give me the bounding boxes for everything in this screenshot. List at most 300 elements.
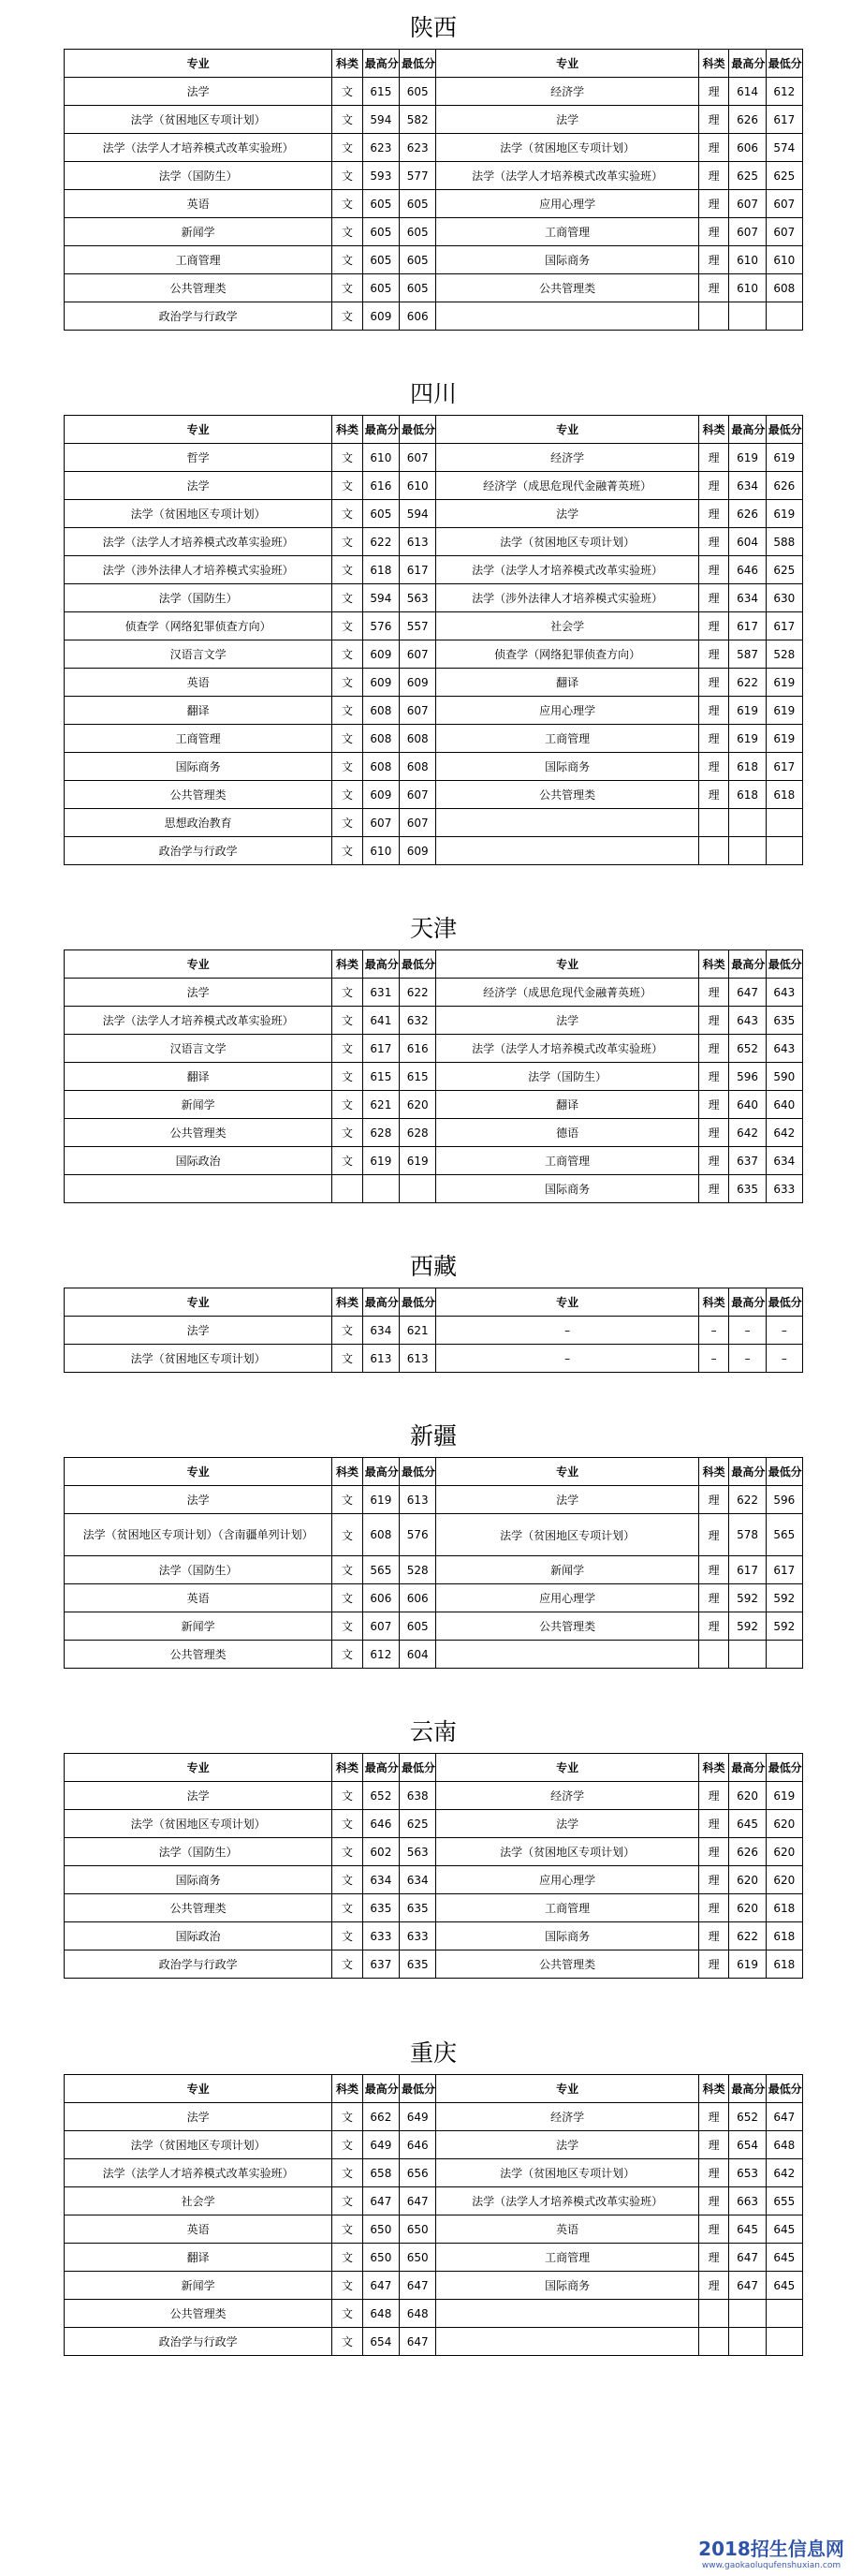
- table-cell: 613: [400, 528, 436, 556]
- table-cell: 文: [332, 556, 363, 584]
- table-cell: [436, 809, 699, 837]
- table-cell: 文: [332, 302, 363, 331]
- table-cell: 经济学: [436, 78, 699, 106]
- table-cell: –: [698, 1317, 729, 1345]
- table-cell: 文: [332, 612, 363, 640]
- table-row: [65, 1514, 803, 1556]
- score-table: [64, 415, 803, 865]
- table-cell: 社会学: [436, 612, 699, 640]
- column-header: 最低分: [400, 50, 436, 78]
- table-cell: 国际商务: [436, 753, 699, 781]
- table-cell: 652: [729, 2103, 766, 2131]
- table-cell: 国际商务: [436, 1175, 699, 1203]
- table-cell: 理: [698, 500, 729, 528]
- column-header: 科类: [332, 50, 363, 78]
- table-row: [65, 2131, 803, 2159]
- table-cell: 国际政治: [65, 1922, 332, 1950]
- table-cell: 理: [698, 1147, 729, 1175]
- table-cell: 法学（国防生）: [436, 1063, 699, 1091]
- table-cell: 645: [766, 2244, 802, 2272]
- table-cell: 理: [698, 1866, 729, 1894]
- table-cell: 608: [766, 274, 802, 302]
- table-row: [65, 1035, 803, 1063]
- table-cell: 615: [400, 1063, 436, 1091]
- table-cell: 607: [729, 218, 766, 246]
- table-row: [65, 1175, 803, 1203]
- table-cell: 侦查学（网络犯罪侦查方向）: [65, 612, 332, 640]
- table-cell: 文: [332, 1894, 363, 1922]
- table-cell: 法学: [65, 2103, 332, 2131]
- table-cell: 法学: [65, 979, 332, 1007]
- column-header: 最低分: [766, 416, 802, 444]
- table-cell: 公共管理类: [65, 274, 332, 302]
- table-cell: 619: [766, 500, 802, 528]
- column-header: 科类: [698, 1754, 729, 1782]
- province-title: 云南: [409, 1718, 457, 1745]
- table-cell: 609: [400, 669, 436, 697]
- table-cell: 593: [362, 162, 399, 190]
- table-cell: 620: [729, 1866, 766, 1894]
- table-cell: 620: [766, 1838, 802, 1866]
- table-cell: 609: [362, 669, 399, 697]
- table-cell: 文: [332, 218, 363, 246]
- table-cell: 英语: [65, 2215, 332, 2244]
- table-cell: 616: [362, 472, 399, 500]
- column-header: 科类: [332, 1458, 363, 1486]
- table-cell: 652: [729, 1035, 766, 1063]
- table-cell: 文: [332, 78, 363, 106]
- table-cell: 607: [362, 809, 399, 837]
- table-cell: 613: [400, 1345, 436, 1373]
- table-row: [65, 2187, 803, 2215]
- column-header: 最高分: [729, 1458, 766, 1486]
- table-cell: 617: [766, 1556, 802, 1584]
- table-cell: [698, 1641, 729, 1669]
- table-cell: 615: [362, 1063, 399, 1091]
- column-header: 最低分: [766, 1754, 802, 1782]
- column-header: 最低分: [766, 2075, 802, 2103]
- table-cell: 625: [729, 162, 766, 190]
- table-cell: 587: [729, 640, 766, 669]
- province-title: 重庆: [409, 2039, 457, 2067]
- table-cell: 文: [332, 1782, 363, 1810]
- table-cell: 594: [400, 500, 436, 528]
- column-header: 专业: [436, 950, 699, 979]
- score-table: [64, 1753, 803, 1979]
- table-cell: 理: [698, 1922, 729, 1950]
- table-cell: 文: [332, 106, 363, 134]
- table-cell: 608: [362, 697, 399, 725]
- score-table: [64, 1288, 803, 1373]
- table-cell: 法学（贫困地区专项计划）: [436, 134, 699, 162]
- table-cell: 647: [766, 2103, 802, 2131]
- table-cell: 新闻学: [65, 2272, 332, 2300]
- table-cell: 文: [332, 1486, 363, 1514]
- table-cell: 619: [362, 1147, 399, 1175]
- column-header: 科类: [332, 1754, 363, 1782]
- column-header: 最高分: [362, 2075, 399, 2103]
- table-row: [65, 1147, 803, 1175]
- column-header: 科类: [698, 950, 729, 979]
- table-cell: 609: [362, 781, 399, 809]
- province-title: 西藏: [409, 1253, 457, 1280]
- table-cell: 文: [332, 246, 363, 274]
- table-cell: 618: [729, 781, 766, 809]
- table-cell: 650: [362, 2244, 399, 2272]
- table-cell: 610: [400, 472, 436, 500]
- table-cell: 640: [729, 1091, 766, 1119]
- table-cell: [766, 2328, 802, 2356]
- table-cell: [766, 2300, 802, 2328]
- table-cell: 655: [766, 2187, 802, 2215]
- table-cell: 理: [698, 190, 729, 218]
- column-header: 专业: [65, 1754, 332, 1782]
- table-row: [65, 500, 803, 528]
- table-cell: 634: [362, 1317, 399, 1345]
- column-header: 最低分: [766, 1458, 802, 1486]
- table-cell: 631: [362, 979, 399, 1007]
- table-cell: 法学（国防生）: [65, 1838, 332, 1866]
- column-header: 专业: [436, 50, 699, 78]
- table-cell: 文: [332, 1950, 363, 1979]
- table-cell: –: [436, 1317, 699, 1345]
- table-cell: 643: [766, 979, 802, 1007]
- table-cell: 理: [698, 640, 729, 669]
- province-section: [64, 7, 803, 331]
- table-cell: 理: [698, 274, 729, 302]
- table-row: [65, 584, 803, 612]
- table-cell: 理: [698, 78, 729, 106]
- table-cell: 633: [400, 1922, 436, 1950]
- table-cell: 工商管理: [65, 725, 332, 753]
- table-cell: [436, 2328, 699, 2356]
- table-cell: 法学（贫困地区专项计划）: [65, 2131, 332, 2159]
- table-cell: 理: [698, 725, 729, 753]
- table-row: [65, 1091, 803, 1119]
- table-cell: 理: [698, 1894, 729, 1922]
- table-row: [65, 2300, 803, 2328]
- column-header: 最高分: [362, 416, 399, 444]
- table-cell: 628: [362, 1119, 399, 1147]
- table-row: [65, 837, 803, 865]
- table-cell: 618: [766, 781, 802, 809]
- table-row: [65, 2328, 803, 2356]
- table-cell: 658: [362, 2159, 399, 2187]
- table-cell: 文: [332, 1317, 363, 1345]
- table-cell: 理: [698, 979, 729, 1007]
- score-table: [64, 1457, 803, 1669]
- table-cell: 理: [698, 1950, 729, 1979]
- table-cell: 文: [332, 1514, 363, 1556]
- column-header: 科类: [698, 1458, 729, 1486]
- column-header: 科类: [698, 2075, 729, 2103]
- table-cell: 615: [362, 78, 399, 106]
- table-cell: 634: [729, 472, 766, 500]
- table-cell: 617: [766, 106, 802, 134]
- table-cell: 公共管理类: [65, 1894, 332, 1922]
- table-cell: 英语: [65, 669, 332, 697]
- table-cell: 617: [729, 612, 766, 640]
- table-cell: 理: [698, 1119, 729, 1147]
- table-cell: 606: [400, 302, 436, 331]
- table-cell: 642: [766, 1119, 802, 1147]
- table-cell: 605: [400, 1612, 436, 1641]
- province-section: [64, 1246, 803, 1373]
- table-cell: –: [729, 1345, 766, 1373]
- table-cell: 592: [766, 1584, 802, 1612]
- table-cell: 607: [766, 190, 802, 218]
- table-cell: 应用心理学: [436, 1584, 699, 1612]
- table-cell: 662: [362, 2103, 399, 2131]
- table-cell: 643: [766, 1035, 802, 1063]
- table-cell: 625: [766, 556, 802, 584]
- table-row: [65, 640, 803, 669]
- table-cell: 文: [332, 725, 363, 753]
- table-cell: 文: [332, 472, 363, 500]
- table-cell: 国际商务: [436, 246, 699, 274]
- table-cell: 应用心理学: [436, 1866, 699, 1894]
- table-cell: 经济学: [436, 1782, 699, 1810]
- table-cell: 645: [729, 1810, 766, 1838]
- table-cell: 608: [362, 1514, 399, 1556]
- table-cell: [766, 1641, 802, 1669]
- table-cell: 622: [729, 1922, 766, 1950]
- table-cell: 理: [698, 1612, 729, 1641]
- table-cell: 法学: [65, 1317, 332, 1345]
- table-cell: 法学（法学人才培养模式改革实验班）: [65, 528, 332, 556]
- table-cell: 文: [332, 274, 363, 302]
- table-cell: 翻译: [65, 1063, 332, 1091]
- table-cell: 法学: [436, 2131, 699, 2159]
- table-cell: 理: [698, 1810, 729, 1838]
- table-cell: 理: [698, 1584, 729, 1612]
- table-cell: 理: [698, 556, 729, 584]
- table-cell: 650: [400, 2244, 436, 2272]
- table-cell: 理: [698, 1007, 729, 1035]
- table-cell: 翻译: [436, 669, 699, 697]
- table-cell: 626: [766, 472, 802, 500]
- table-row: [65, 781, 803, 809]
- table-cell: 法学: [65, 1486, 332, 1514]
- table-row: [65, 1641, 803, 1669]
- table-cell: 607: [400, 640, 436, 669]
- table-row: [65, 1486, 803, 1514]
- table-row: [65, 1556, 803, 1584]
- table-cell: 617: [766, 753, 802, 781]
- table-cell: 620: [729, 1782, 766, 1810]
- table-header-row: [65, 2075, 803, 2103]
- table-row: [65, 2272, 803, 2300]
- table-cell: 法学（法学人才培养模式改革实验班）: [436, 2187, 699, 2215]
- table-cell: 国际商务: [436, 1922, 699, 1950]
- table-cell: 文: [332, 781, 363, 809]
- table-row: [65, 190, 803, 218]
- table-row: [65, 1922, 803, 1950]
- table-cell: 文: [332, 669, 363, 697]
- table-cell: 法学（法学人才培养模式改革实验班）: [436, 556, 699, 584]
- watermark-title: 2018招生信息网: [698, 2538, 844, 2560]
- column-header: 最高分: [729, 416, 766, 444]
- table-cell: 621: [400, 1317, 436, 1345]
- table-cell: 文: [332, 640, 363, 669]
- table-cell: [766, 302, 802, 331]
- score-table: [64, 2074, 803, 2356]
- table-cell: 607: [400, 781, 436, 809]
- table-cell: 622: [400, 979, 436, 1007]
- table-cell: 576: [400, 1514, 436, 1556]
- table-cell: 557: [400, 612, 436, 640]
- table-row: [65, 134, 803, 162]
- table-cell: 理: [698, 1175, 729, 1203]
- table-cell: 工商管理: [436, 725, 699, 753]
- table-cell: 623: [400, 134, 436, 162]
- table-cell: 620: [766, 1866, 802, 1894]
- table-cell: 文: [332, 2159, 363, 2187]
- table-cell: 563: [400, 1838, 436, 1866]
- province-section: [64, 1712, 803, 1979]
- table-cell: 617: [729, 1556, 766, 1584]
- table-cell: 文: [332, 1866, 363, 1894]
- table-cell: 635: [400, 1894, 436, 1922]
- table-cell: 617: [362, 1035, 399, 1063]
- table-cell: 610: [729, 274, 766, 302]
- column-header: 专业: [436, 1754, 699, 1782]
- table-cell: 577: [400, 162, 436, 190]
- table-cell: 613: [362, 1345, 399, 1373]
- score-table: [64, 949, 803, 1203]
- column-header: 专业: [65, 950, 332, 979]
- table-cell: 528: [766, 640, 802, 669]
- table-cell: 622: [729, 669, 766, 697]
- table-cell: [65, 1175, 332, 1203]
- column-header: 专业: [65, 1458, 332, 1486]
- table-cell: 政治学与行政学: [65, 302, 332, 331]
- table-cell: 文: [332, 500, 363, 528]
- table-cell: 604: [400, 1641, 436, 1669]
- table-cell: 理: [698, 1556, 729, 1584]
- table-cell: 613: [400, 1486, 436, 1514]
- table-row: [65, 556, 803, 584]
- site-watermark: [696, 2534, 846, 2570]
- table-cell: 文: [332, 444, 363, 472]
- table-cell: 647: [362, 2187, 399, 2215]
- table-cell: 619: [362, 1486, 399, 1514]
- table-cell: 645: [766, 2272, 802, 2300]
- table-row: [65, 274, 803, 302]
- table-cell: 622: [729, 1486, 766, 1514]
- column-header: 科类: [698, 416, 729, 444]
- table-cell: 法学（贫困地区专项计划）: [436, 528, 699, 556]
- table-cell: 637: [729, 1147, 766, 1175]
- table-cell: 647: [400, 2187, 436, 2215]
- table-cell: 634: [400, 1866, 436, 1894]
- table-row: [65, 302, 803, 331]
- table-cell: 文: [332, 1091, 363, 1119]
- column-header: 最低分: [400, 416, 436, 444]
- column-header: 最低分: [766, 50, 802, 78]
- table-cell: 619: [766, 725, 802, 753]
- table-cell: 596: [766, 1486, 802, 1514]
- table-cell: 638: [400, 1782, 436, 1810]
- province-title: 陕西: [409, 14, 457, 41]
- table-cell: 605: [400, 218, 436, 246]
- table-cell: 625: [766, 162, 802, 190]
- table-cell: 574: [766, 134, 802, 162]
- table-cell: 630: [766, 584, 802, 612]
- table-cell: 文: [332, 1838, 363, 1866]
- table-cell: 618: [766, 1922, 802, 1950]
- table-cell: 590: [766, 1063, 802, 1091]
- table-cell: 公共管理类: [436, 1950, 699, 1979]
- table-cell: 582: [400, 106, 436, 134]
- column-header: 最高分: [729, 1754, 766, 1782]
- table-cell: 592: [729, 1584, 766, 1612]
- table-cell: 642: [729, 1119, 766, 1147]
- table-cell: 理: [698, 528, 729, 556]
- table-cell: [400, 1175, 436, 1203]
- table-row: [65, 106, 803, 134]
- table-cell: 法学（贫困地区专项计划）（含南疆单列计划）: [65, 1514, 332, 1556]
- column-header: 科类: [332, 950, 363, 979]
- table-cell: 法学（贫困地区专项计划）: [436, 1838, 699, 1866]
- column-header: 科类: [698, 1288, 729, 1317]
- table-cell: 646: [400, 2131, 436, 2159]
- column-header: 科类: [332, 1288, 363, 1317]
- table-row: [65, 444, 803, 472]
- table-cell: 法学（国防生）: [65, 1556, 332, 1584]
- table-cell: 文: [332, 528, 363, 556]
- table-cell: 648: [766, 2131, 802, 2159]
- table-cell: 理: [698, 1514, 729, 1556]
- table-cell: 619: [766, 444, 802, 472]
- table-cell: 641: [362, 1007, 399, 1035]
- table-cell: 汉语言文学: [65, 1035, 332, 1063]
- table-cell: 文: [332, 1641, 363, 1669]
- table-row: [65, 472, 803, 500]
- table-cell: 新闻学: [436, 1556, 699, 1584]
- watermark-url: www.gaokaoluqufenshuxian.com: [701, 2561, 841, 2570]
- column-header: 科类: [698, 50, 729, 78]
- table-cell: 理: [698, 246, 729, 274]
- table-cell: 647: [400, 2328, 436, 2356]
- table-cell: 656: [400, 2159, 436, 2187]
- column-header: 专业: [436, 416, 699, 444]
- table-cell: 公共管理类: [65, 2300, 332, 2328]
- table-cell: 法学: [436, 106, 699, 134]
- table-cell: [698, 2300, 729, 2328]
- table-cell: 647: [729, 979, 766, 1007]
- table-cell: 616: [400, 1035, 436, 1063]
- table-cell: 文: [332, 1810, 363, 1838]
- column-header: 专业: [436, 1458, 699, 1486]
- table-cell: 文: [332, 2131, 363, 2159]
- table-cell: 647: [729, 2244, 766, 2272]
- table-cell: 605: [362, 500, 399, 528]
- table-cell: 606: [400, 1584, 436, 1612]
- table-cell: 607: [400, 697, 436, 725]
- table-cell: 理: [698, 106, 729, 134]
- table-cell: 文: [332, 162, 363, 190]
- column-header: 最高分: [729, 950, 766, 979]
- table-cell: 604: [729, 528, 766, 556]
- table-cell: 640: [766, 1091, 802, 1119]
- table-cell: 理: [698, 1035, 729, 1063]
- column-header: 科类: [332, 2075, 363, 2103]
- table-cell: 经济学（成思危现代金融菁英班）: [436, 979, 699, 1007]
- table-cell: 公共管理类: [436, 1612, 699, 1641]
- table-cell: 634: [766, 1147, 802, 1175]
- table-cell: 637: [362, 1950, 399, 1979]
